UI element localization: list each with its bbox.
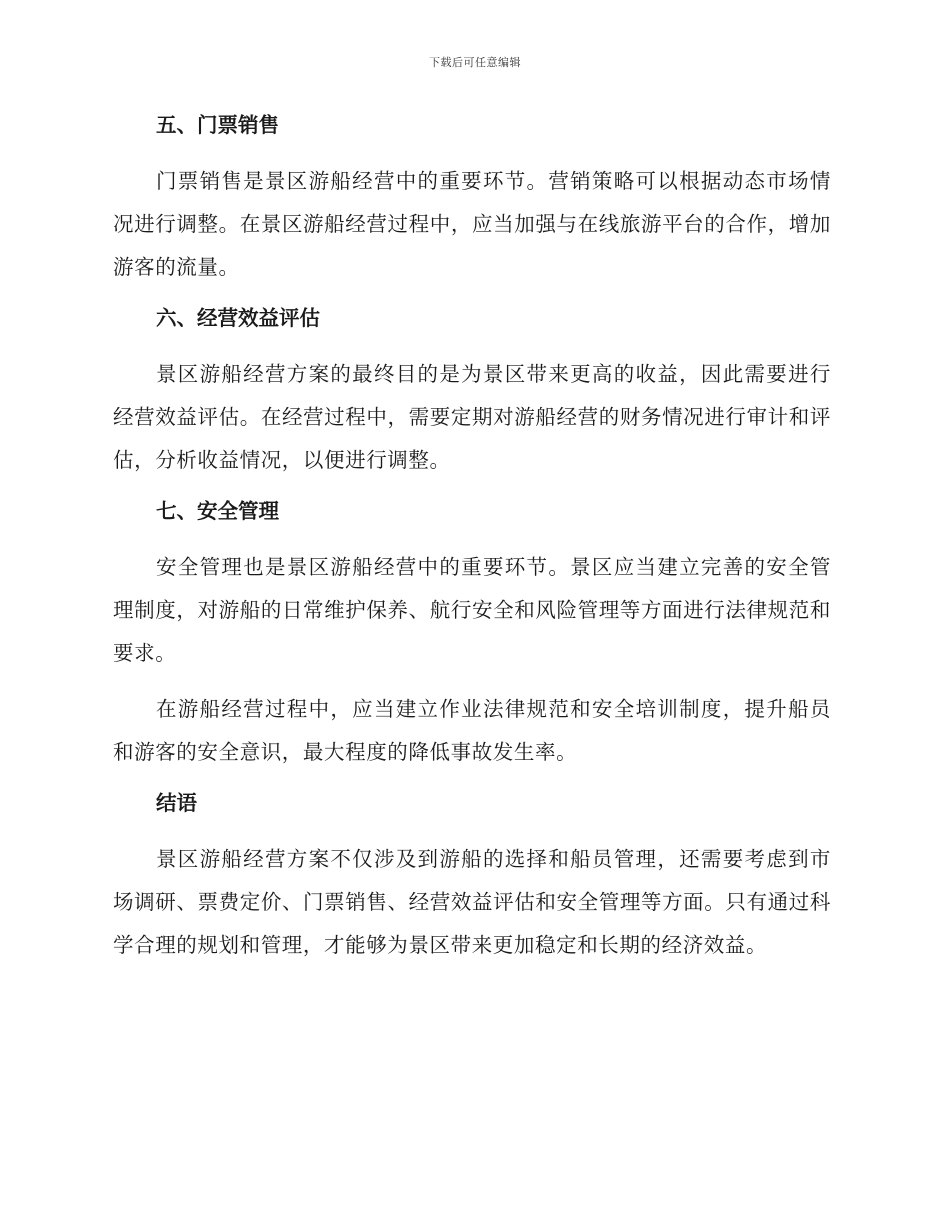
- paragraph: 景区游船经营方案不仅涉及到游船的选择和船员管理，还需要考虑到市场调研、票费定价、门票销售、经营效益评估和安全管理等方面。只有通过科学合理的规划和管理，才能够为景区带来更加稳定和长期的经济效益。: [113, 847, 831, 957]
- paragraph: 门票销售是景区游船经营中的重要环节。营销策略可以根据动态市场情况进行调整。在景区游船经营过程中，应当加强与在线旅游平台的合作，增加游客的流量。: [113, 169, 831, 279]
- paragraph: 在游船经营过程中，应当建立作业法律规范和安全培训制度，提升船员和游客的安全意识，最大程度的降低事故发生率。: [113, 697, 831, 764]
- section-heading: 五、门票销售: [156, 113, 279, 137]
- page-header-note: 下载后可任意编辑: [429, 56, 521, 69]
- section-benefit-evaluation: [113, 303, 831, 482]
- section-heading: 六、经营效益评估: [156, 306, 320, 330]
- section-conclusion: [113, 788, 831, 967]
- section-ticket-sales: [113, 110, 831, 289]
- paragraph: 景区游船经营方案的最终目的是为景区带来更高的收益，因此需要进行经营效益评估。在经营过程中，需要定期对游船经营的财务情况进行审计和评估，分析收益情况，以便进行调整。: [113, 362, 831, 472]
- section-heading: 结语: [156, 791, 197, 815]
- document-body: [113, 110, 831, 981]
- section-safety-management: [113, 496, 831, 774]
- paragraph: 安全管理也是景区游船经营中的重要环节。景区应当建立完善的安全管理制度，对游船的日常维护保养、航行安全和风险管理等方面进行法律规范和要求。: [113, 555, 831, 665]
- section-heading: 七、安全管理: [156, 499, 279, 523]
